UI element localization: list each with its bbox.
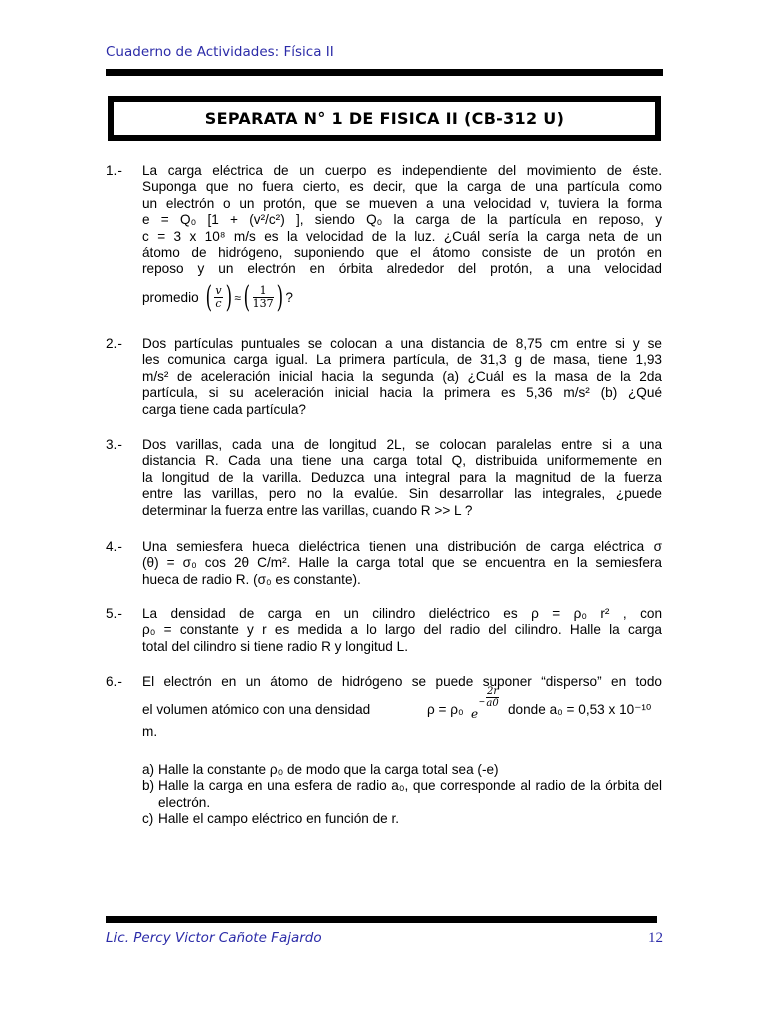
- problem-line: determinar la fuerza entre las varillas, cuando R >> L ?: [142, 502, 473, 518]
- problem-line: la longitud de la varilla. Deduzca una integral para la magnitud de la fuerza: [142, 469, 662, 485]
- approx-sign: ≈: [234, 290, 241, 305]
- subitem-text: Halle la constante ρ₀ de modo que la carga total sea (-e): [158, 762, 499, 777]
- list-item: [142, 811, 662, 827]
- exp-base: e: [471, 707, 479, 722]
- ratio-fraction: $\frac{v}{c}$: [215, 284, 222, 311]
- footer-author: Lic. Percy Victor Cañote Fajardo: [106, 930, 322, 946]
- problem-line: átomo de hidrógeno, suponiendo que el átomo consiste de un protón en: [142, 244, 662, 260]
- list-item: [142, 762, 662, 778]
- problem-number: 4.-: [106, 539, 122, 554]
- problem-line: (θ) = σ₀ cos 2θ C/m². Halle la carga total que se encuentra en la semiesfera: [142, 555, 662, 571]
- problem-line: total del cilindro si tiene radio R y longitud L.: [142, 638, 408, 654]
- list-item: [142, 778, 662, 811]
- problem-line: carga tiene cada partícula?: [142, 401, 306, 417]
- subitem-list: [142, 762, 662, 828]
- footer-rule: [106, 916, 657, 923]
- problem-line: c = 3 x 10⁸ m/s es la velocidad de la luz. ¿Cuál sería la carga neta de un: [142, 228, 662, 244]
- title-box: [108, 96, 661, 141]
- value-fraction: $\frac{1}{137}$: [252, 284, 274, 311]
- problem-line: La carga eléctrica de un cuerpo es independiente del movimiento de éste.: [142, 163, 662, 178]
- problem-line: un electrón o un protón, que se mueven a una velocidad v, tuviera la forma: [142, 195, 662, 211]
- problem-line: Suponga que no fuera cierto, es decir, que la carga de una partícula como: [142, 179, 662, 195]
- page-number: 12: [648, 930, 663, 946]
- subitem-letter: b): [142, 778, 155, 794]
- subitem-text: Halle la carga en una esfera de radio a₀, que corresponde al radio de la órbita del electrón.: [158, 778, 662, 810]
- problem-line: m/s² de aceleración inicial hacia la segunda (a) ¿Cuál es la masa de la 2da: [142, 368, 662, 384]
- problem-line: ρ₀ = constante y r es medida a lo largo del radio del cilindro. Halle la carga: [142, 622, 662, 638]
- problem-line: La densidad de carga en un cilindro dieléctrico es ρ = ρ₀ r² , con: [142, 606, 662, 621]
- velocity-ratio-line: promedio ( $\frac{v}{c}$ ) ≈ ( $\frac{1}{137}$ ) ?: [142, 279, 293, 315]
- problem-number: 6.-: [106, 674, 122, 689]
- problem-line: les comunica carga igual. La primera partícula, de 31,3 g de masa, tiene 1,93: [142, 352, 662, 368]
- problem-number: 1.-: [106, 163, 122, 178]
- exponent-fraction: $\frac{2r}{a0}$: [486, 686, 499, 710]
- problem-line: partícula, si su aceleración inicial hacia la primera es 5,36 m/s² (b) ¿Qué: [142, 385, 662, 401]
- problem-line: m.: [142, 724, 158, 740]
- problem-line: Una semiesfera hueca dieléctrica tienen una distribución de carga eléctrica σ: [142, 539, 662, 554]
- header-rule: [106, 69, 663, 76]
- header-title: Cuaderno de Actividades: Física II: [106, 44, 334, 60]
- problem-line: e = Q₀ [1 + (v²/c²) ], siendo Q₀ la carga de la partícula en reposo, y: [142, 212, 662, 228]
- problem-line: El electrón en un átomo de hidrógeno se puede suponer “disperso” en todo: [142, 674, 662, 689]
- subitem-letter: a): [142, 762, 155, 777]
- subitem-letter: c): [142, 811, 154, 827]
- question-mark: ?: [285, 289, 293, 305]
- problem-line: entre las varillas, pero no la evalúe. Sin desarrollar las integrales, ¿puede: [142, 486, 662, 502]
- promedio-label: promedio: [142, 289, 199, 305]
- separata-title: SEPARATA N° 1 DE FISICA II (CB-312 U): [204, 109, 565, 128]
- problem-line: reposo y un electrón en órbita alrededor del protón, a una velocidad: [142, 261, 662, 277]
- density-suffix: donde a₀ = 0,53 x 10⁻¹⁰: [508, 702, 652, 718]
- problem-line: hueca de radio R. (σ₀ es constante).: [142, 571, 361, 587]
- problem-line: Dos partículas puntuales se colocan a una distancia de 8,75 cm entre si y se: [142, 336, 662, 351]
- problem-number: 5.-: [106, 606, 122, 621]
- density-line: [142, 686, 662, 722]
- problem-number: 2.-: [106, 336, 122, 351]
- subitem-text: Halle el campo eléctrico en función de r.: [158, 811, 400, 827]
- rho-expression: ρ = ρ₀: [427, 702, 464, 718]
- exp-sign: −: [479, 697, 485, 709]
- problem-number: 3.-: [106, 437, 122, 452]
- density-prefix: el volumen atómico con una densidad: [142, 702, 371, 718]
- problem-line: Dos varillas, cada una de longitud 2L, se colocan paralelas entre si a una: [142, 437, 662, 452]
- problem-line: distancia R. Cada una tiene una carga total Q, distribuida uniformemente en: [142, 453, 662, 469]
